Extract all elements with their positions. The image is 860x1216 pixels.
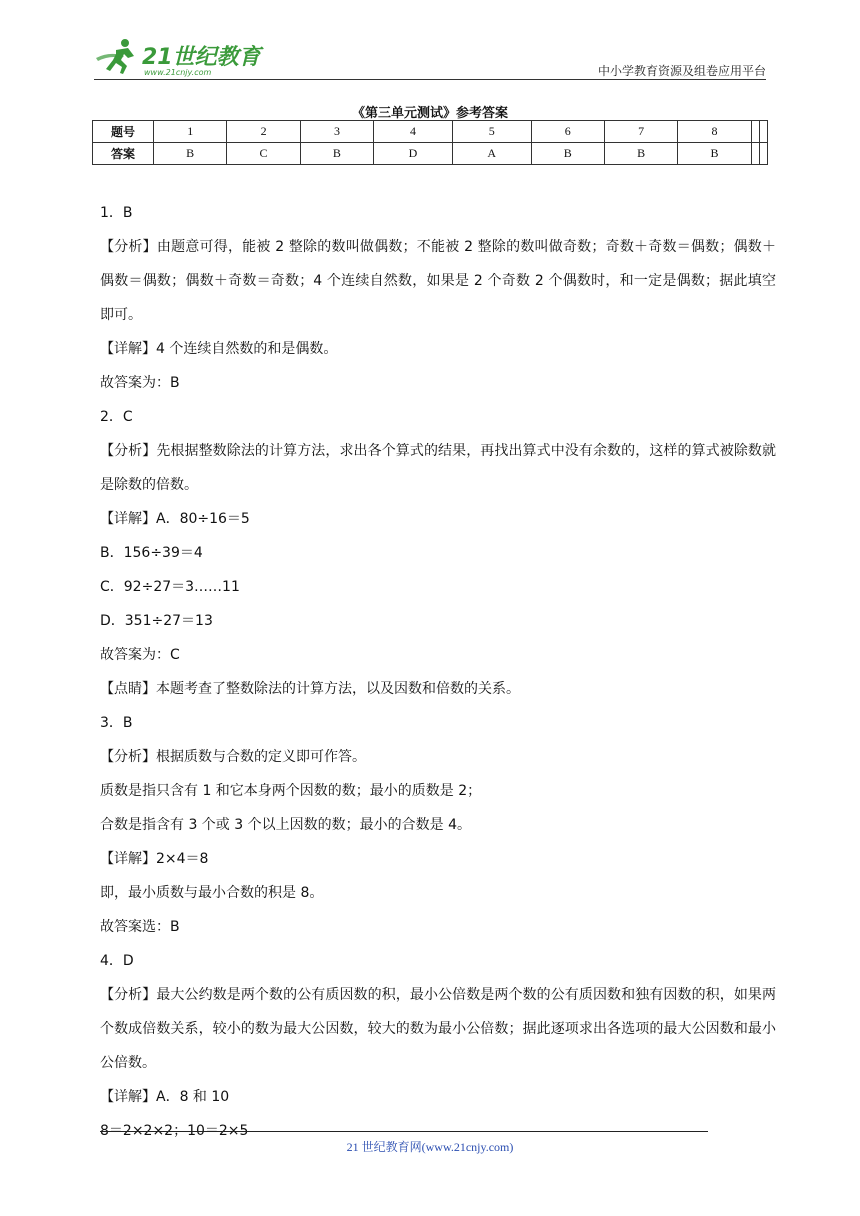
table-header-number: 题号 (93, 121, 154, 143)
detail-line: 即，最小质数与最小合数的积是 8。 (100, 885, 324, 901)
detail-line: C．92÷27＝3……11 (100, 579, 240, 595)
question-number: 4．D (100, 953, 134, 969)
table-row-numbers (93, 121, 768, 143)
table-cell-answer (759, 143, 767, 165)
answer-line: 故答案为：C (100, 647, 180, 663)
analysis-paragraph: 【分析】根据质数与合数的定义即可作答。 (100, 749, 366, 765)
table-cell-number: 5 (452, 121, 531, 143)
table-cell-answer: B (531, 143, 604, 165)
platform-name: 中小学教育资源及组卷应用平台 (597, 64, 766, 78)
svg-text:www.21cnjy.com: www.21cnjy.com (144, 68, 212, 77)
question-number: 2．C (100, 409, 133, 425)
detail-line: 8＝2×2×2；10＝2×5 (100, 1123, 249, 1139)
detail-paragraph: 【详解】4 个连续自然数的和是偶数。 (100, 341, 338, 357)
analysis-paragraph: 【分析】先根据整数除法的计算方法，求出各个算式的结果，再找出算式中没有余数的，这样的算式被除数就是除数的倍数。 (100, 443, 776, 493)
page-title: 《第三单元测试》参考答案 (351, 106, 508, 121)
table-row-answers (93, 143, 768, 165)
detail-paragraph: 【详解】2×4＝8 (100, 851, 209, 867)
table-cell-number: 6 (531, 121, 604, 143)
comment-paragraph: 【点睛】本题考查了整数除法的计算方法，以及因数和倍数的关系。 (100, 681, 520, 697)
table-cell-number: 3 (300, 121, 373, 143)
detail-paragraph: 【详解】A．80÷16＝5 (100, 511, 250, 527)
svg-text:21世纪教育: 21世纪教育 (142, 45, 261, 70)
table-cell-answer: B (300, 143, 373, 165)
table-cell-answer: B (604, 143, 677, 165)
answer-line: 故答案为：B (100, 375, 180, 391)
table-cell-number (751, 121, 759, 143)
table-cell-answer: A (452, 143, 531, 165)
detail-line: 质数是指只含有 1 和它本身两个因数的数；最小的质数是 2； (100, 783, 482, 799)
analysis-paragraph: 【分析】最大公约数是两个数的公有质因数的积，最小公倍数是两个数的公有质因数和独有因数的积，如果两个数成倍数关系，较小的数为最大公因数，较大的数为最小公倍数；据此逐项求出各选项的最大公因数和最小公倍数。 (100, 987, 776, 1071)
answer-line: 故答案选：B (100, 919, 180, 935)
detail-line: 合数是指含有 3 个或 3 个以上因数的数；最小的合数是 4。 (100, 817, 471, 833)
detail-line: B．156÷39＝4 (100, 545, 203, 561)
answer-explanations (100, 196, 776, 1148)
table-cell-number: 4 (374, 121, 453, 143)
question-number: 3．B (100, 715, 133, 731)
header-divider (94, 79, 766, 80)
answer-table (92, 120, 768, 165)
table-cell-answer: B (678, 143, 751, 165)
table-cell-answer: C (227, 143, 300, 165)
table-cell-number (759, 121, 767, 143)
table-cell-number: 1 (154, 121, 227, 143)
table-cell-number: 2 (227, 121, 300, 143)
detail-line: D．351÷27＝13 (100, 613, 213, 629)
question-number: 1．B (100, 205, 133, 221)
footer-link[interactable]: 21 世纪教育网(www.21cnjy.com) (346, 1140, 514, 1154)
detail-paragraph: 【详解】A．8 和 10 (100, 1089, 230, 1105)
table-header-answer: 答案 (93, 143, 154, 165)
footer-divider (100, 1131, 708, 1132)
table-cell-answer: B (154, 143, 227, 165)
table-cell-answer: D (374, 143, 453, 165)
runner-icon (96, 39, 134, 74)
table-cell-number: 7 (604, 121, 677, 143)
site-logo (94, 36, 264, 80)
table-cell-number: 8 (678, 121, 751, 143)
page-header (94, 36, 766, 80)
analysis-paragraph: 【分析】由题意可得，能被 2 整除的数叫做偶数；不能被 2 整除的数叫做奇数；奇数＋奇数＝偶数；偶数＋偶数＝偶数；偶数＋奇数＝奇数；4 个连续自然数，如果是 2 个奇数 2 个偶数时，和一定是偶数；据此填空即可。 (100, 239, 776, 323)
table-cell-answer (751, 143, 759, 165)
